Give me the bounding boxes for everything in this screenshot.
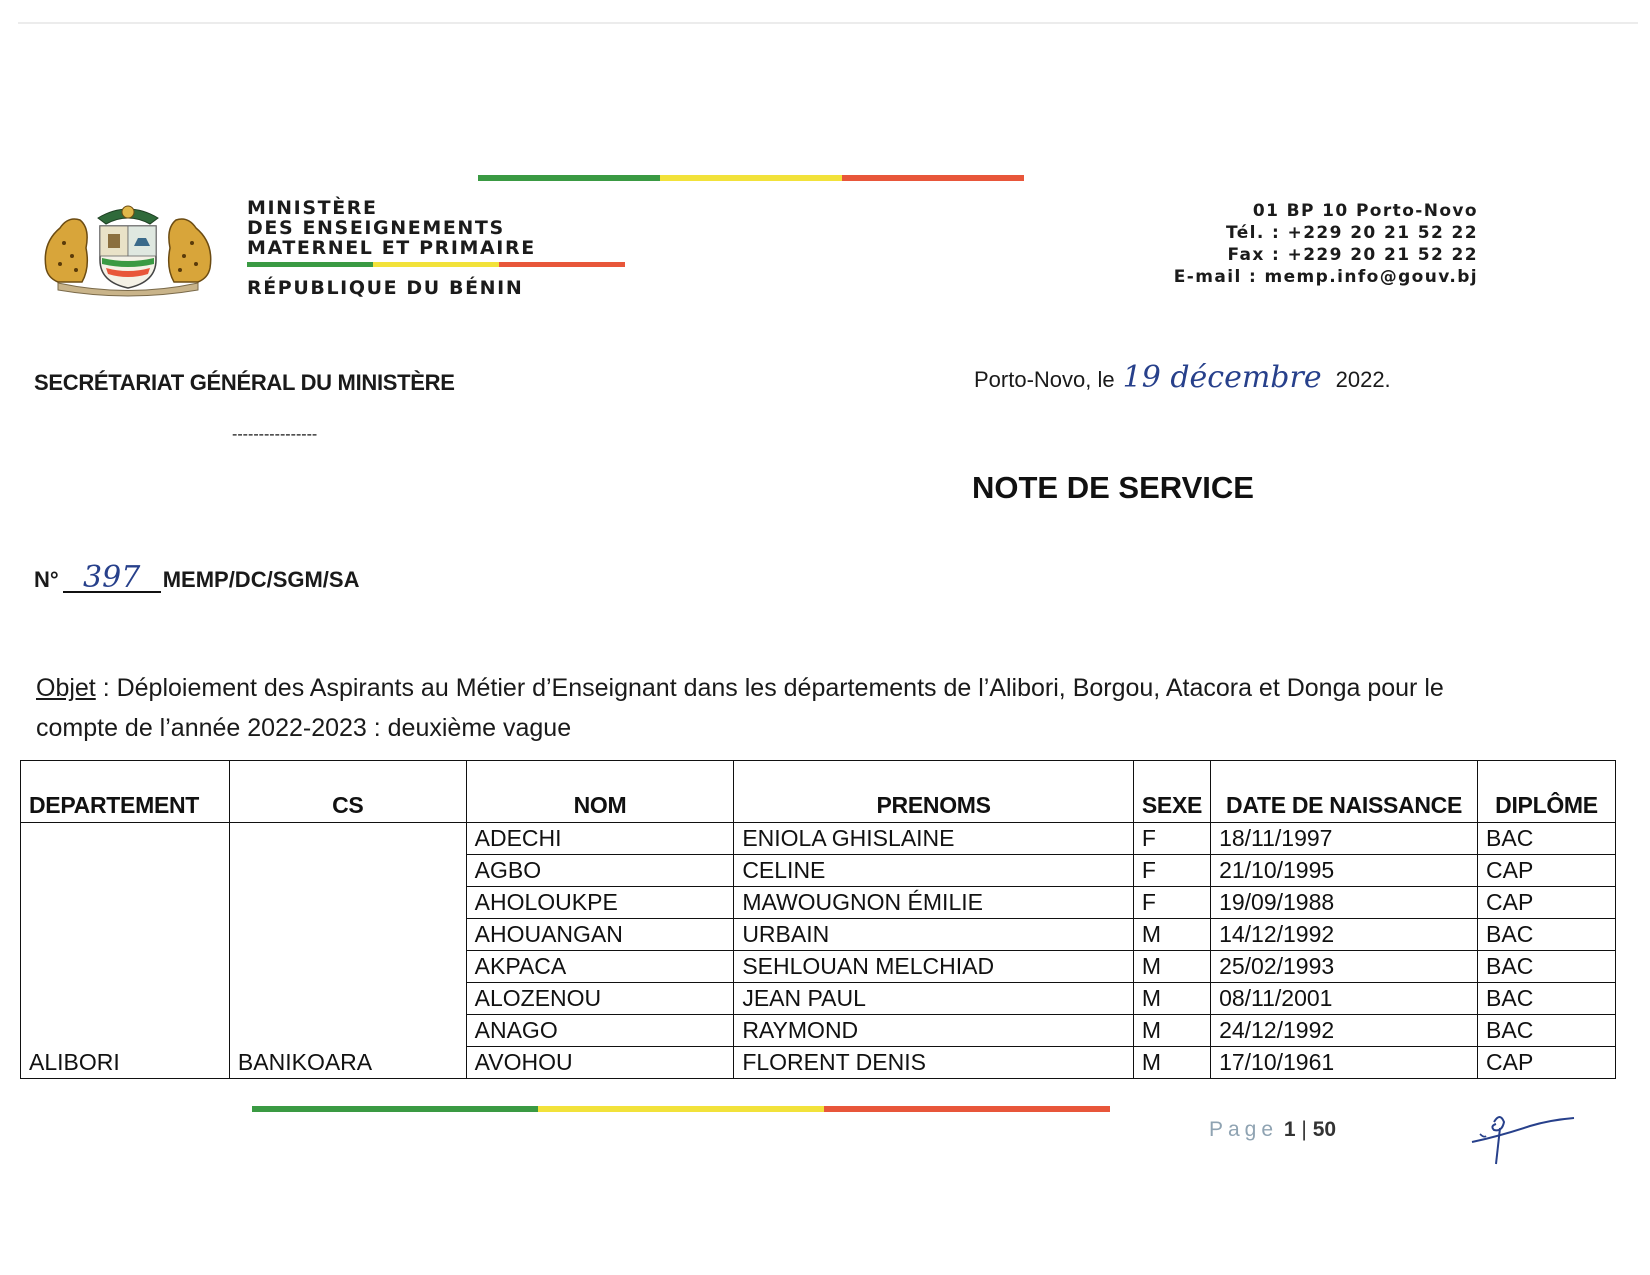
cell-nom: AHOUANGAN [466, 919, 734, 951]
cell-nom: ANAGO [466, 1015, 734, 1047]
contact-fax: Fax : +229 20 21 52 22 [1227, 245, 1478, 265]
cell-sexe: F [1133, 823, 1210, 855]
dateline-year: 2022. [1335, 367, 1391, 392]
page-total: 50 [1312, 1118, 1337, 1141]
ministry-line-1: MINISTÈRE [247, 197, 378, 219]
dateline-prefix: Porto-Novo, le [974, 367, 1115, 392]
flag-stripe-top [478, 175, 1024, 181]
cell-diplome: BAC [1478, 951, 1616, 983]
signature-initials-icon [1470, 1108, 1580, 1168]
cell-date: 17/10/1961 [1211, 1047, 1478, 1079]
cell-prenoms: ENIOLA GHISLAINE [734, 823, 1134, 855]
cell-cs: BANIKOARA [229, 823, 466, 1079]
cell-prenoms: CELINE [734, 855, 1134, 887]
cell-prenoms: RAYMOND [734, 1015, 1134, 1047]
table-row [21, 823, 1616, 855]
ministry-name [247, 198, 536, 258]
cell-prenoms: JEAN PAUL [734, 983, 1134, 1015]
cell-diplome: BAC [1478, 919, 1616, 951]
cell-date: 21/10/1995 [1211, 855, 1478, 887]
ministry-line-2: DES ENSEIGNEMENTS [247, 217, 505, 239]
cell-nom: AVOHOU [466, 1047, 734, 1079]
cell-prenoms: MAWOUGNON ÉMILIE [734, 887, 1134, 919]
contact-block [1174, 200, 1478, 288]
header-nom: NOM [466, 761, 734, 823]
objet-paragraph [36, 668, 1476, 748]
cell-date: 25/02/1993 [1211, 951, 1478, 983]
cell-sexe: M [1133, 983, 1210, 1015]
page-label: Page [1209, 1118, 1279, 1141]
header-date-naissance: DATE DE NAISSANCE [1211, 761, 1478, 823]
cell-prenoms: SEHLOUAN MELCHIAD [734, 951, 1134, 983]
page-separator: | [1301, 1118, 1307, 1141]
cell-date: 24/12/1992 [1211, 1015, 1478, 1047]
cell-diplome: CAP [1478, 887, 1616, 919]
secretariat-title: SECRÉTARIAT GÉNÉRAL DU MINISTÈRE [34, 370, 455, 395]
deployment-table [20, 760, 1616, 1079]
cell-diplome: BAC [1478, 983, 1616, 1015]
objet-text: : Déploiement des Aspirants au Métier d’Enseignant dans les départements de l’Alibori, Borgou, Atacora et Donga pour le compte de l’année 2022-2023 : deuxième vague [36, 674, 1444, 742]
contact-email: E-mail : memp.info@gouv.bj [1173, 267, 1478, 287]
reference-suffix: MEMP/DC/SGM/SA [162, 567, 360, 592]
contact-address: 01 BP 10 Porto-Novo [1252, 201, 1478, 221]
header-prenoms: PRENOMS [734, 761, 1134, 823]
header-cs: CS [229, 761, 466, 823]
flag-stripe-bottom [252, 1106, 1110, 1112]
cell-date: 08/11/2001 [1211, 983, 1478, 1015]
cell-diplome: BAC [1478, 823, 1616, 855]
cell-date: 18/11/1997 [1211, 823, 1478, 855]
header-sexe: SEXE [1133, 761, 1210, 823]
republic-name: RÉPUBLIQUE DU BÉNIN [247, 277, 524, 299]
header-departement: DEPARTEMENT [21, 761, 230, 823]
objet-label: Objet [36, 674, 96, 702]
cell-departement: ALIBORI [21, 823, 230, 1079]
cell-sexe: M [1133, 1015, 1210, 1047]
cell-nom: ADECHI [466, 823, 734, 855]
cell-sexe: M [1133, 1047, 1210, 1079]
cell-sexe: F [1133, 887, 1210, 919]
cell-diplome: BAC [1478, 1015, 1616, 1047]
cell-sexe: F [1133, 855, 1210, 887]
cell-date: 19/09/1988 [1211, 887, 1478, 919]
contact-tel: Tél. : +229 20 21 52 22 [1225, 223, 1478, 243]
header-diplome: DIPLÔME [1478, 761, 1616, 823]
ministry-line-3: MATERNEL ET PRIMAIRE [247, 237, 536, 259]
cell-prenoms: URBAIN [734, 919, 1134, 951]
reference-number [34, 560, 360, 595]
cell-nom: AGBO [466, 855, 734, 887]
cell-prenoms: FLORENT DENIS [734, 1047, 1134, 1079]
cell-date: 14/12/1992 [1211, 919, 1478, 951]
scan-edge [18, 22, 1638, 24]
cell-diplome: CAP [1478, 1047, 1616, 1079]
dateline [974, 360, 1391, 395]
page-current: 1 [1283, 1118, 1296, 1141]
coat-of-arms-icon [38, 198, 218, 298]
reference-prefix: N° [34, 567, 59, 592]
separator: ---------------- [232, 426, 318, 443]
page-number [1209, 1118, 1336, 1142]
flag-stripe-ministry [247, 262, 625, 267]
handwritten-number: 397 [63, 565, 161, 593]
cell-sexe: M [1133, 951, 1210, 983]
handwritten-date: 19 décembre [1122, 360, 1322, 395]
document-type: NOTE DE SERVICE [972, 470, 1254, 505]
cell-sexe: M [1133, 919, 1210, 951]
cell-nom: AHOLOUKPE [466, 887, 734, 919]
cell-nom: ALOZENOU [466, 983, 734, 1015]
cell-nom: AKPACA [466, 951, 734, 983]
cell-diplome: CAP [1478, 855, 1616, 887]
table-header-row [21, 761, 1616, 823]
